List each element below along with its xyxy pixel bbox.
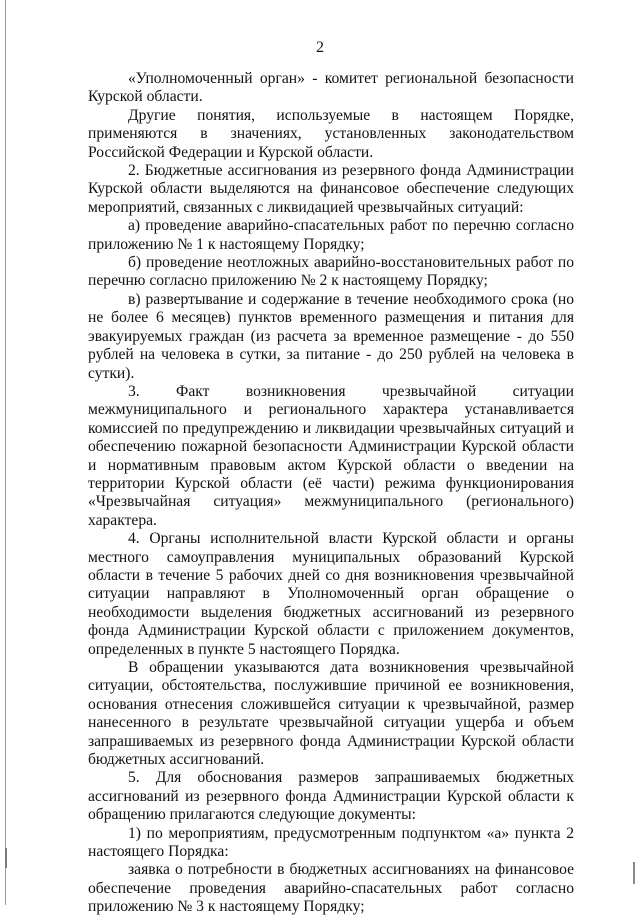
paragraph-application: заявка о потребности в бюджетных ассигнованиях на финансовое обеспечение проведения аварийно-спасательных работ согласно приложению № 3 к настоящему Порядку; <box>88 861 574 916</box>
scan-mark-right <box>633 862 635 884</box>
paragraph-authorized-body: «Уполномоченный орган» - комитет региональной безопасности Курской области. <box>88 70 574 106</box>
paragraph-item-v: в) развертывание и содержание в течение необходимого срока (но не более 6 месяцев) пунктов временного размещения и питания для эвакуируемых граждан (из расчета за временное размещение - до 550 рублей на человека в сутки, за питание - до 250 рублей на человека в сутки). <box>88 290 574 382</box>
page-number: 2 <box>316 39 324 56</box>
paragraph-appeal-contents: В обращении указываются дата возникновения чрезвычайной ситуации, обстоятельства, послужившие причиной ее возникновения, основания отнесения сложившейся ситуации к чрезвычайной, размер нанесенного в результате чрезвычайной ситуации ущерба и объем запрашиваемых из резервного фонда Администрации Курской области бюджетных ассигнований. <box>88 659 574 769</box>
paragraph-other-concepts: Другие понятия, используемые в настоящем Порядке, применяются в значениях, установленных законодательством Российской Федерации и Курской области. <box>88 106 574 161</box>
paragraph-section-3: 3. Факт возникновения чрезвычайной ситуации межмуниципального и регионального характера устанавливается комиссией по предупреждению и ликвидации чрезвычайных ситуаций и обеспечению пожарной безопасности Администрации Курской области и нормативным правовым актом Курской области о введении на территории Курской области (её части) режима функционирования «Чрезвычайная ситуация» межмуниципального (регионального) характера. <box>88 382 574 529</box>
paragraph-section-2: 2. Бюджетные ассигнования из резервного фонда Администрации Курской области выделяются на финансовое обеспечение следующих мероприятий, связанных с ликвидацией чрезвычайных ситуаций: <box>88 162 574 216</box>
document-body <box>88 70 574 917</box>
scan-edge-line <box>5 0 6 905</box>
scan-mark-left <box>5 848 7 868</box>
paragraph-section-4: 4. Органы исполнительной власти Курской области и органы местного самоуправления муниципальных образований Курской области в течение 5 рабочих дней со дня возникновения чрезвычайной ситуации направляют в Уполномоченный орган обращение о необходимости выделения бюджетных ассигнований из резервного фонда Администрации Курской области с приложением документов, определенных в пункте 5 настоящего Порядка. <box>88 530 574 658</box>
paragraph-item-b: б) проведение неотложных аварийно-восстановительных работ по перечню согласно приложению № 2 к настоящему Порядку; <box>88 254 574 290</box>
paragraph-item-a: а) проведение аварийно-спасательных работ по перечню согласно приложению № 1 к настоящему Порядку; <box>88 217 574 253</box>
paragraph-subitem-1: 1) по мероприятиям, предусмотренным подпунктом «а» пункта 2 настоящего Порядка: <box>88 824 574 861</box>
paragraph-section-5: 5. Для обоснования размеров запрашиваемых бюджетных ассигнований из резервного фонда Администрации Курской области к обращению прилагаются следующие документы: <box>88 769 574 824</box>
